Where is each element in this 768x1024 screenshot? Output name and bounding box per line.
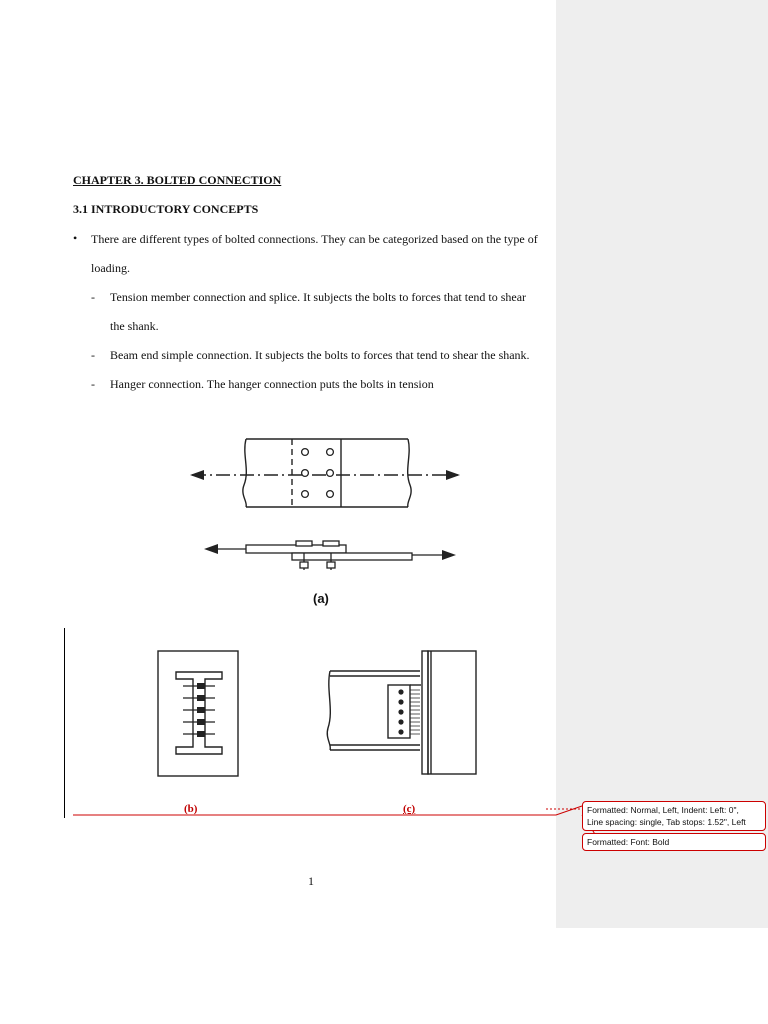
bullet-line-1: There are different types of bolted connections. They can be categorized based on the type of	[91, 232, 538, 246]
formatting-balloon-1[interactable]	[582, 801, 766, 831]
sub-item-2-line-1: Beam end simple connection. It subjects the bolts to forces that tend to shear the shank.	[110, 348, 530, 362]
change-bar	[64, 628, 65, 818]
splice-plan-view	[192, 439, 458, 507]
sub-item-1-line-2: the shank.	[110, 319, 159, 333]
balloon-1-line-2: Line spacing: single, Tab stops: 1.52", Left	[587, 817, 746, 827]
splice-elevation-view	[218, 541, 442, 570]
beam-end-connection-drawing	[327, 651, 476, 774]
bullet-line-2: loading.	[91, 261, 130, 275]
figure-label-a: (a)	[313, 591, 329, 606]
sub-item-dash: -	[91, 290, 95, 304]
figure-label-b: (b)	[184, 803, 198, 815]
sub-item-1-line-1: Tension member connection and splice. It subjects the bolts to forces that tend to shear	[110, 290, 527, 304]
balloon-1-line-1: Formatted: Normal, Left, Indent: Left: 0",	[587, 805, 739, 815]
balloon-2-line-1: Formatted: Font: Bold	[587, 837, 670, 847]
section-title: 3.1 INTRODUCTORY CONCEPTS	[73, 202, 259, 216]
bolt-holes-plan	[302, 449, 334, 498]
bullet-symbol: •	[73, 231, 78, 245]
figure-label-c: (c)	[403, 803, 416, 815]
formatting-balloon-2[interactable]	[582, 833, 766, 851]
page-number: 1	[308, 874, 314, 888]
tracked-change-lines	[73, 806, 596, 836]
chapter-title: CHAPTER 3. BOLTED CONNECTION	[73, 173, 282, 187]
sub-item-dash: -	[91, 348, 95, 362]
sub-item-dash: -	[91, 377, 95, 391]
hanger-connection-drawing	[158, 651, 238, 776]
sub-item-3-line-1: Hanger connection. The hanger connection puts the bolts in tension	[110, 377, 434, 391]
